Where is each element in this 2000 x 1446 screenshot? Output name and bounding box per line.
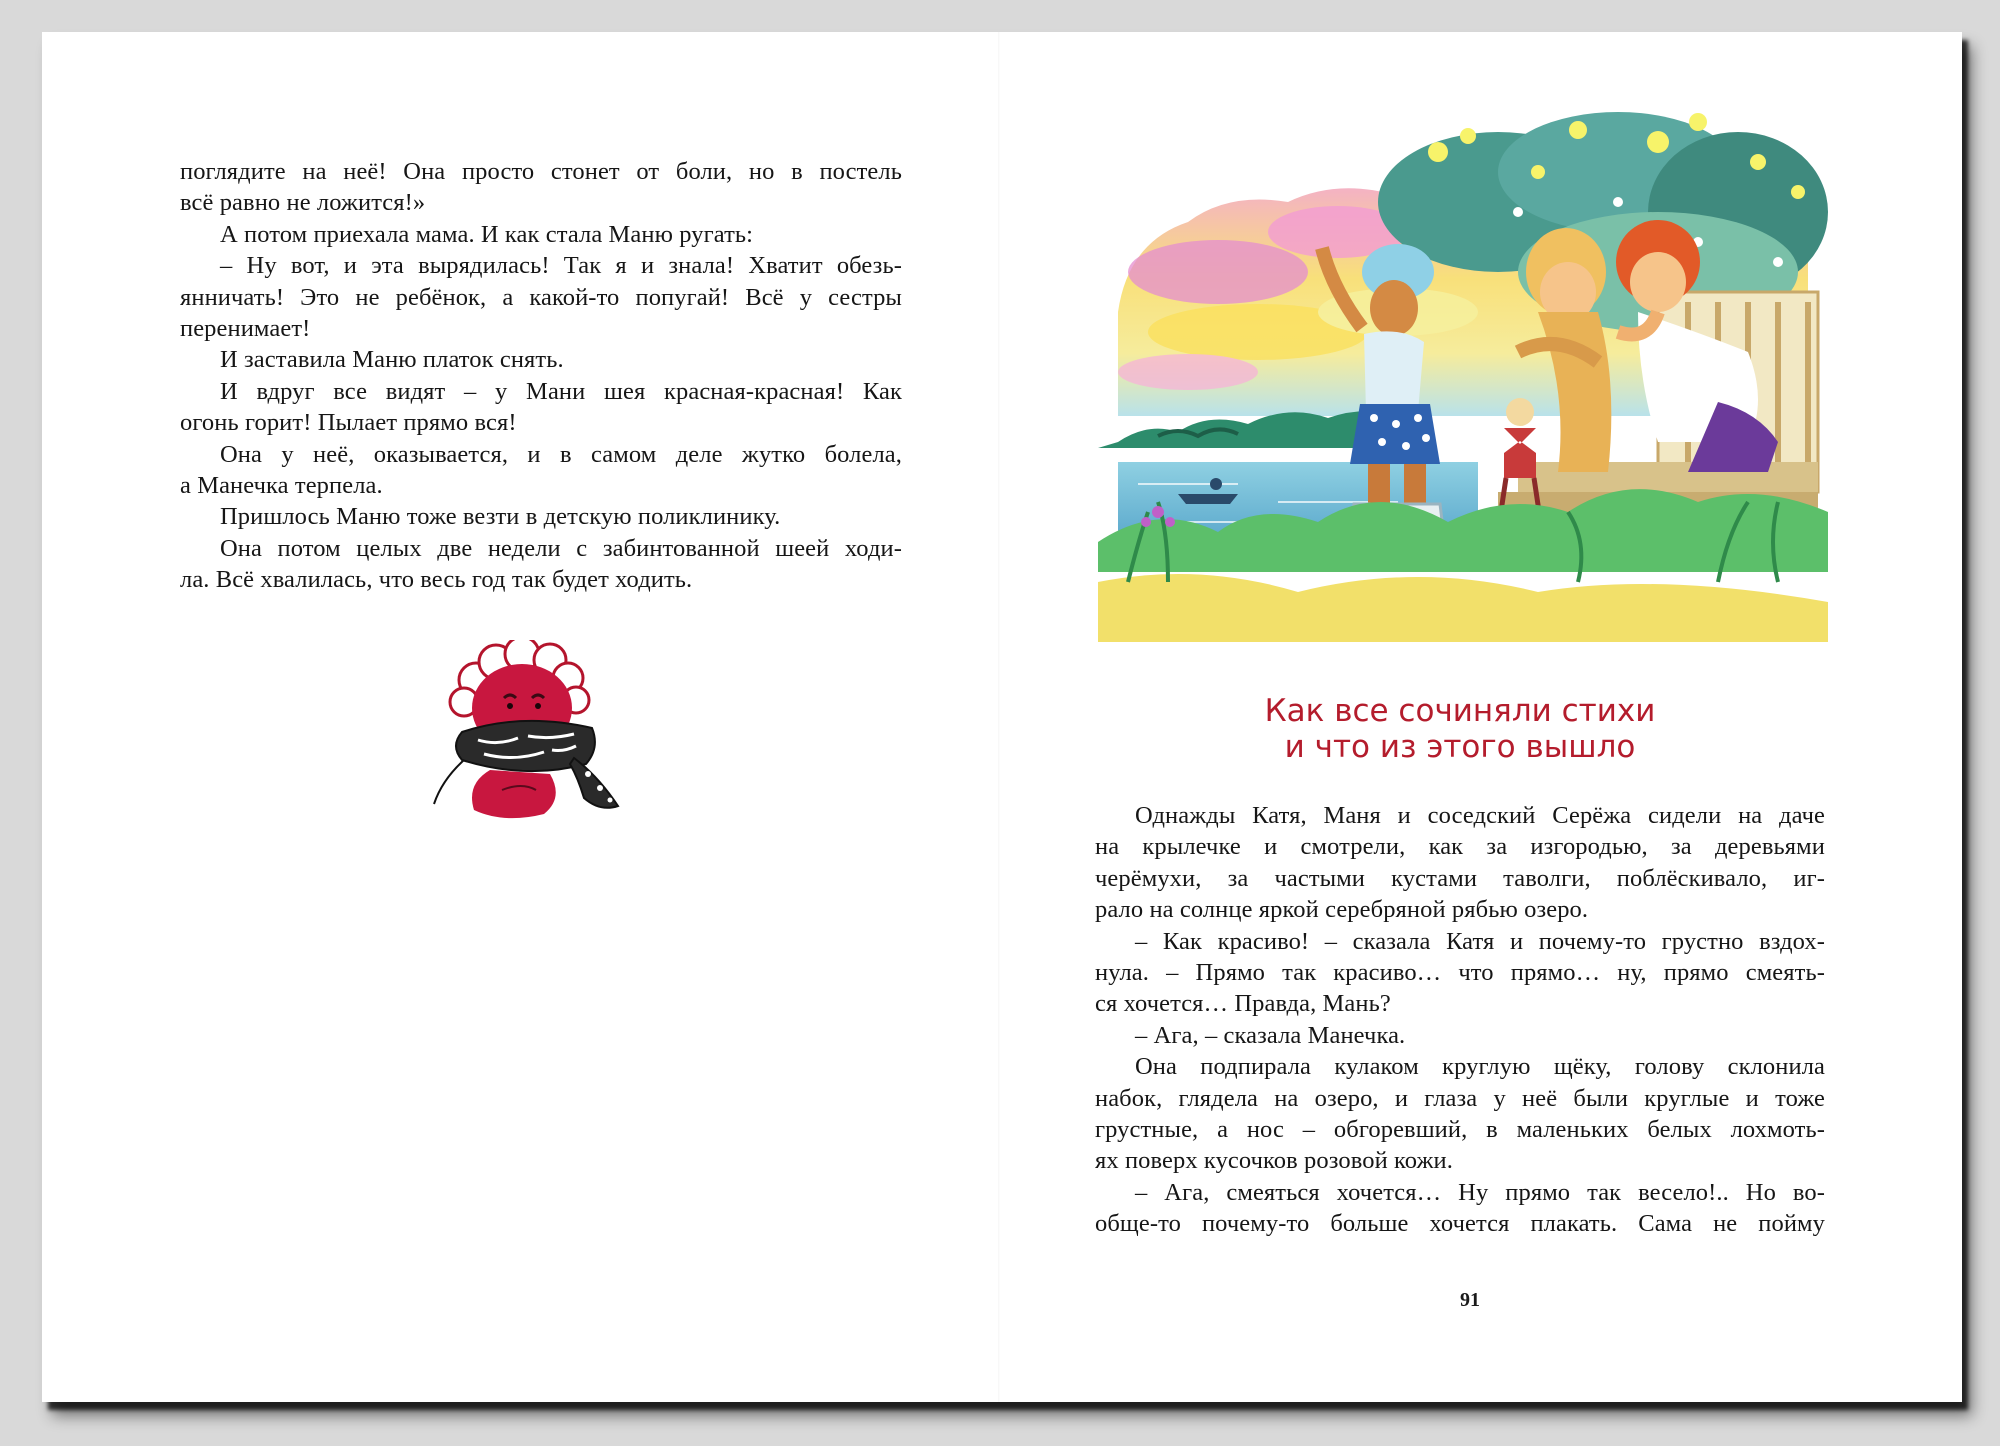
text-line: черёмухи, за частыми кустами таволги, поблёскивало, иг- (1095, 864, 1825, 892)
text-line: нула. – Прямо так красиво… что прямо… ну, прямо смеять- (1095, 959, 1825, 987)
text-line: перенимает! (180, 315, 311, 343)
text-line: Она подпирала кулаком круглую щёку, голову склонила (1135, 1053, 1825, 1081)
text-line: на крылечке и смотрели, как за изгородью, за деревьями (1095, 833, 1825, 861)
text-line: Пришлось Маню тоже везти в детскую поликлинику. (220, 503, 781, 531)
text-line: всё равно не ложится!» (180, 189, 426, 217)
page-number: 91 (1460, 1289, 1480, 1311)
text-line: обще-то почему-то больше хочется плакать. Сама не пойму (1095, 1210, 1825, 1238)
chapter-title-line: Как все сочиняли стихи (1264, 693, 1656, 729)
text-line: рало на солнце яркой серебряной рябью озеро. (1095, 896, 1589, 924)
chapter-title (1100, 693, 1820, 765)
text-line: И заставила Маню платок снять. (220, 346, 564, 374)
text-line: а Манечка терпела. (180, 472, 383, 500)
chapter-title-line: и что из этого вышло (1284, 729, 1636, 765)
text-line: ла. Всё хвалилась, что весь год так будет ходить. (180, 566, 693, 594)
text-line: – Как красиво! – сказала Катя и почему-то грустно вздох- (1135, 927, 1825, 955)
lake-porch-illustration (1098, 112, 1828, 642)
text-line: Однажды Катя, Маня и соседский Серёжа сидели на даче (1135, 802, 1825, 829)
text-line: ся хочется… Правда, Мань? (1095, 990, 1391, 1018)
text-line: – Ну вот, и эта вырядилась! Так я и знала! Хватит обезь- (220, 252, 902, 280)
page-fold (998, 32, 1000, 1402)
text-line: – Ага, смеяться хочется… Ну прямо так весело!.. Но во- (1135, 1178, 1825, 1206)
text-line: грустные, а нос – обгоревший, в маленьких белых лохмоть- (1095, 1116, 1825, 1144)
girl-with-scarf-illustration (424, 640, 656, 830)
text-line: А потом приехала мама. И как стала Маню ругать: (220, 220, 754, 248)
text-line: Она потом целых две недели с забинтованной шеей ходи- (220, 534, 902, 562)
text-line: поглядите на неё! Она просто стонет от боли, но в постель (180, 158, 902, 185)
text-line: И вдруг все видят – у Мани шея красная-красная! Как (220, 377, 902, 405)
right-page-text (1095, 800, 1825, 1240)
text-line: огонь горит! Пылает прямо вся! (180, 409, 517, 437)
text-line: Она у неё, оказывается, и в самом деле жутко болела, (220, 440, 902, 468)
left-page-text (180, 156, 902, 596)
text-line: набок, глядела на озеро, и глаза у неё были круглые и тоже (1095, 1084, 1825, 1112)
text-line: – Ага, – сказала Манечка. (1135, 1021, 1406, 1049)
text-line: ях поверх кусочков розовой кожи. (1095, 1147, 1453, 1175)
text-line: янничать! Это не ребёнок, а какой-то попугай! Всё у сестры (180, 283, 902, 311)
